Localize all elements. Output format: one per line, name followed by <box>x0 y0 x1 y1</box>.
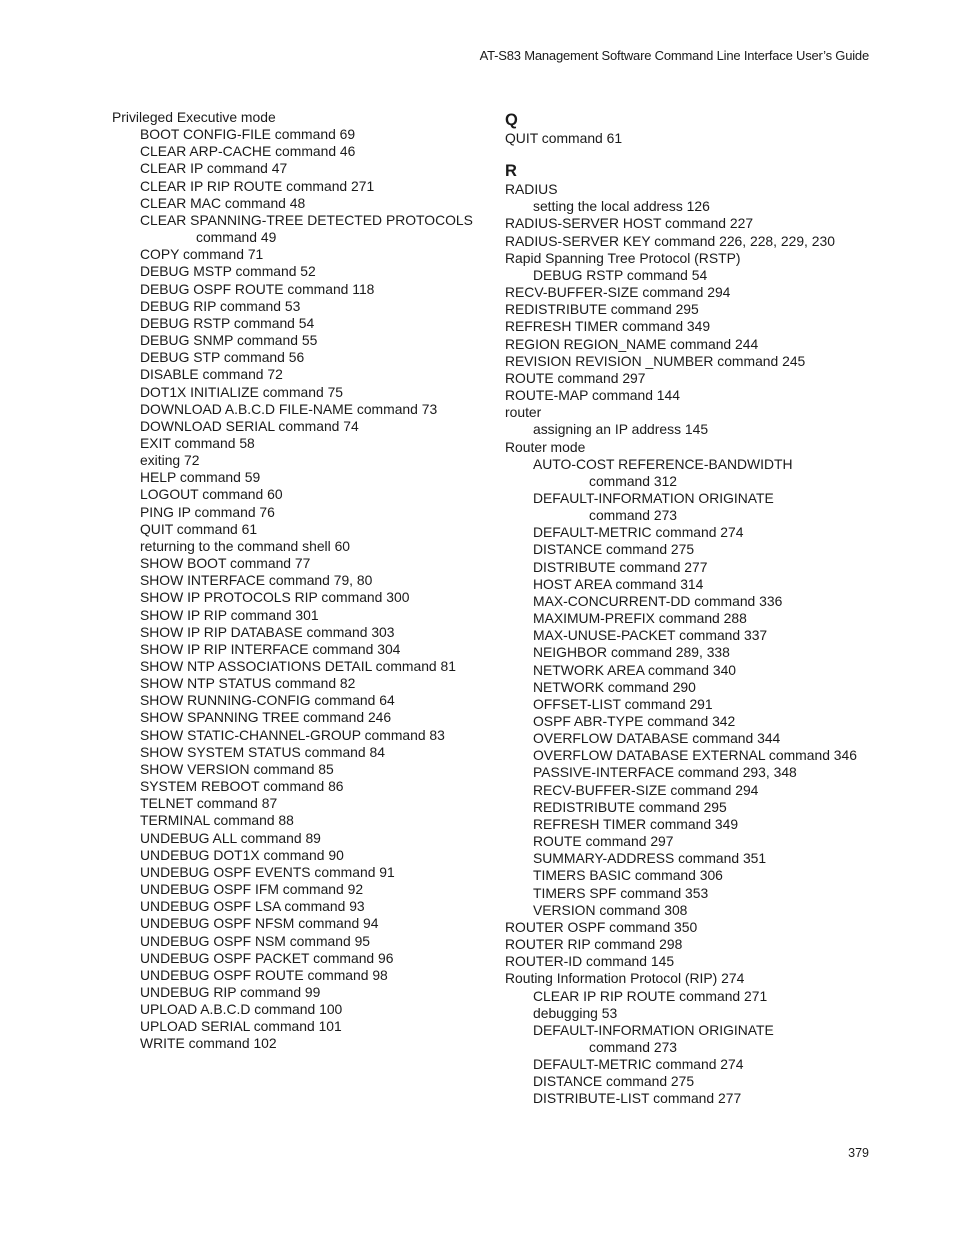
index-subentry: SYSTEM REBOOT command 86 <box>140 778 344 795</box>
index-subentry: SHOW STATIC-CHANNEL-GROUP command 83 <box>140 726 445 743</box>
index-subentry: REFRESH TIMER command 349 <box>533 815 739 832</box>
index-subentry: HELP command 59 <box>140 469 261 486</box>
index-subentry: SHOW IP RIP INTERFACE command 304 <box>140 640 401 657</box>
index-subentry: TIMERS SPF command 353 <box>533 884 709 901</box>
index-subentry: TERMINAL command 88 <box>140 812 294 829</box>
index-subentry: VERSION command 308 <box>533 901 688 918</box>
index-subentry: MAX-UNUSE-PACKET command 337 <box>533 627 768 644</box>
index-subentry: COPY command 71 <box>140 246 264 263</box>
index-subentry: CLEAR IP RIP ROUTE command 271 <box>140 177 375 194</box>
index-entry: QUIT command 61 <box>505 130 623 146</box>
index-entry: router <box>505 404 542 421</box>
index-subentry: UNDEBUG DOT1X command 90 <box>140 846 344 863</box>
index-subentry: WRITE command 102 <box>140 1035 277 1052</box>
index-column-left <box>112 109 492 1053</box>
index-subentry: PING IP command 76 <box>140 503 275 520</box>
index-subentry: OSPF ABR-TYPE command 342 <box>533 713 736 729</box>
index-subentry: NETWORK AREA command 340 <box>533 661 737 678</box>
index-entry-continuation: command 49 <box>196 229 277 246</box>
running-header: AT-S83 Management Software Command Line Interface User’s Guide <box>479 48 869 63</box>
index-subentry: DEBUG SNMP command 55 <box>140 332 318 349</box>
index-entry-continuation: command 273 <box>589 507 678 524</box>
index-subentry: CLEAR MAC command 48 <box>140 194 306 211</box>
index-subentry: RECV-BUFFER-SIZE command 294 <box>533 781 759 798</box>
index-subentry: DEFAULT-METRIC command 274 <box>533 524 744 541</box>
index-subentry: MAXIMUM-PREFIX command 288 <box>533 610 747 627</box>
index-subentry: BOOT CONFIG-FILE command 69 <box>140 126 356 143</box>
index-entry: Rapid Spanning Tree Protocol (RSTP) <box>505 249 741 266</box>
index-subentry: UNDEBUG RIP command 99 <box>140 983 321 1000</box>
index-subentry: SHOW SYSTEM STATUS command 84 <box>140 743 385 760</box>
page-number: 379 <box>848 1146 869 1160</box>
index-subentry: exiting 72 <box>140 452 200 469</box>
index-letter-heading: Q <box>505 111 518 129</box>
index-subentry: DISTANCE command 275 <box>533 1073 695 1090</box>
index-entry: Router mode <box>505 438 586 455</box>
index-subentry: DEBUG RSTP command 54 <box>533 266 708 283</box>
index-subentry: DOT1X INITIALIZE command 75 <box>140 383 344 400</box>
index-subentry: CLEAR IP command 47 <box>140 160 288 177</box>
index-entry: RADIUS-SERVER HOST command 227 <box>505 215 754 232</box>
index-subentry: MAX-CONCURRENT-DD command 336 <box>533 592 783 609</box>
index-subentry: DEFAULT-METRIC command 274 <box>533 1056 744 1073</box>
index-entry: RECV-BUFFER-SIZE command 294 <box>505 284 731 301</box>
index-entry: Privileged Executive mode <box>112 109 276 125</box>
index-subentry: UNDEBUG OSPF LSA command 93 <box>140 898 365 915</box>
index-subentry: OVERFLOW DATABASE command 344 <box>533 730 781 747</box>
index-entry: ROUTER RIP command 298 <box>505 936 683 953</box>
index-subentry: NETWORK command 290 <box>533 678 696 695</box>
index-subentry: DEBUG OSPF ROUTE command 118 <box>140 280 375 297</box>
index-subentry: UNDEBUG OSPF PACKET command 96 <box>140 949 394 966</box>
index-letter-heading: R <box>505 162 517 181</box>
index-entry: RADIUS <box>505 181 558 198</box>
index-subentry: REDISTRIBUTE command 295 <box>533 798 727 815</box>
index-subentry: UNDEBUG OSPF NFSM command 94 <box>140 915 379 932</box>
index-subentry: SHOW VERSION command 85 <box>140 760 334 777</box>
index-entry: REGION REGION_NAME command 244 <box>505 335 759 352</box>
index-subentry: AUTO-COST REFERENCE-BANDWIDTH <box>533 455 793 472</box>
index-entry: ROUTER-ID command 145 <box>505 953 675 970</box>
index-subentry: SHOW IP PROTOCOLS RIP command 300 <box>140 589 410 606</box>
index-subentry: DEFAULT-INFORMATION ORIGINATE <box>533 1021 774 1038</box>
index-subentry: TIMERS BASIC command 306 <box>533 867 723 884</box>
index-entry-continuation: command 273 <box>589 1038 678 1055</box>
index-subentry: SHOW SPANNING TREE command 246 <box>140 709 392 726</box>
index-subentry: DEBUG RIP command 53 <box>140 297 301 314</box>
index-subentry: LOGOUT command 60 <box>140 486 283 503</box>
index-subentry: UNDEBUG OSPF IFM command 92 <box>140 881 364 898</box>
index-subentry: HOST AREA command 314 <box>533 575 704 592</box>
index-subentry: SHOW RUNNING-CONFIG command 64 <box>140 692 395 709</box>
index-entry: RADIUS-SERVER KEY command 226, 228, 229, 230 <box>505 232 835 249</box>
index-subentry: NEIGHBOR command 289, 338 <box>533 644 730 661</box>
index-entry: ROUTE command 297 <box>505 369 646 386</box>
index-entry: REFRESH TIMER command 349 <box>505 318 711 335</box>
index-subentry: OVERFLOW DATABASE EXTERNAL command 346 <box>533 747 857 764</box>
index-subentry: UNDEBUG OSPF NSM command 95 <box>140 932 371 949</box>
index-entry: ROUTE-MAP command 144 <box>505 387 680 404</box>
index-subentry: SHOW NTP STATUS command 82 <box>140 675 356 692</box>
index-subentry: setting the local address 126 <box>533 198 710 215</box>
index-entry-continuation: command 312 <box>589 472 678 489</box>
index-subentry: UNDEBUG OSPF ROUTE command 98 <box>140 966 388 983</box>
index-subentry: UPLOAD SERIAL command 101 <box>140 1018 342 1035</box>
index-subentry: DOWNLOAD A.B.C.D FILE-NAME command 73 <box>140 400 438 417</box>
index-subentry: CLEAR ARP-CACHE command 46 <box>140 143 356 160</box>
index-entry: ROUTER OSPF command 350 <box>505 918 698 935</box>
index-subentry: CLEAR IP RIP ROUTE command 271 <box>533 987 768 1004</box>
index-subentry: UNDEBUG ALL command 89 <box>140 829 321 846</box>
index-subentry: SHOW IP RIP DATABASE command 303 <box>140 623 395 640</box>
index-subentry: UNDEBUG OSPF EVENTS command 91 <box>140 863 395 880</box>
index-subentry: DEFAULT-INFORMATION ORIGINATE <box>533 489 774 506</box>
index-subentry: SHOW IP RIP command 301 <box>140 606 319 623</box>
index-subentry: DEBUG STP command 56 <box>140 349 305 366</box>
index-subentry: SHOW BOOT command 77 <box>140 555 311 572</box>
index-entry: Routing Information Protocol (RIP) 274 <box>505 970 745 987</box>
index-subentry: DEBUG RSTP command 54 <box>140 314 315 331</box>
index-subentry: DEBUG MSTP command 52 <box>140 263 316 280</box>
index-subentry: returning to the command shell 60 <box>140 537 351 554</box>
index-subentry: CLEAR SPANNING-TREE DETECTED PROTOCOLS <box>140 211 473 228</box>
index-subentry: ROUTE command 297 <box>533 833 674 850</box>
index-subentry: QUIT command 61 <box>140 520 258 537</box>
index-subentry: DISTANCE command 275 <box>533 541 695 558</box>
index-entry: REDISTRIBUTE command 295 <box>505 301 699 318</box>
index-entry: REVISION REVISION _NUMBER command 245 <box>505 352 806 369</box>
index-subentry: UPLOAD A.B.C.D command 100 <box>140 1001 343 1018</box>
index-subentry: SHOW NTP ASSOCIATIONS DETAIL command 81 <box>140 658 456 674</box>
index-subentry: DOWNLOAD SERIAL command 74 <box>140 417 359 434</box>
index-subentry: SHOW INTERFACE command 79, 80 <box>140 572 373 589</box>
index-subentry: assigning an IP address 145 <box>533 421 709 438</box>
index-subentry: DISTRIBUTE command 277 <box>533 558 708 575</box>
index-subentry: EXIT command 58 <box>140 434 255 451</box>
index-subentry: DISABLE command 72 <box>140 366 283 383</box>
index-subentry: SUMMARY-ADDRESS command 351 <box>533 850 767 867</box>
index-subentry: OFFSET-LIST command 291 <box>533 695 713 712</box>
index-subentry: PASSIVE-INTERFACE command 293, 348 <box>533 764 797 781</box>
index-column-right <box>505 109 915 1108</box>
index-subentry: TELNET command 87 <box>140 795 278 812</box>
index-subentry: DISTRIBUTE-LIST command 277 <box>533 1090 742 1107</box>
index-subentry: debugging 53 <box>533 1004 618 1021</box>
